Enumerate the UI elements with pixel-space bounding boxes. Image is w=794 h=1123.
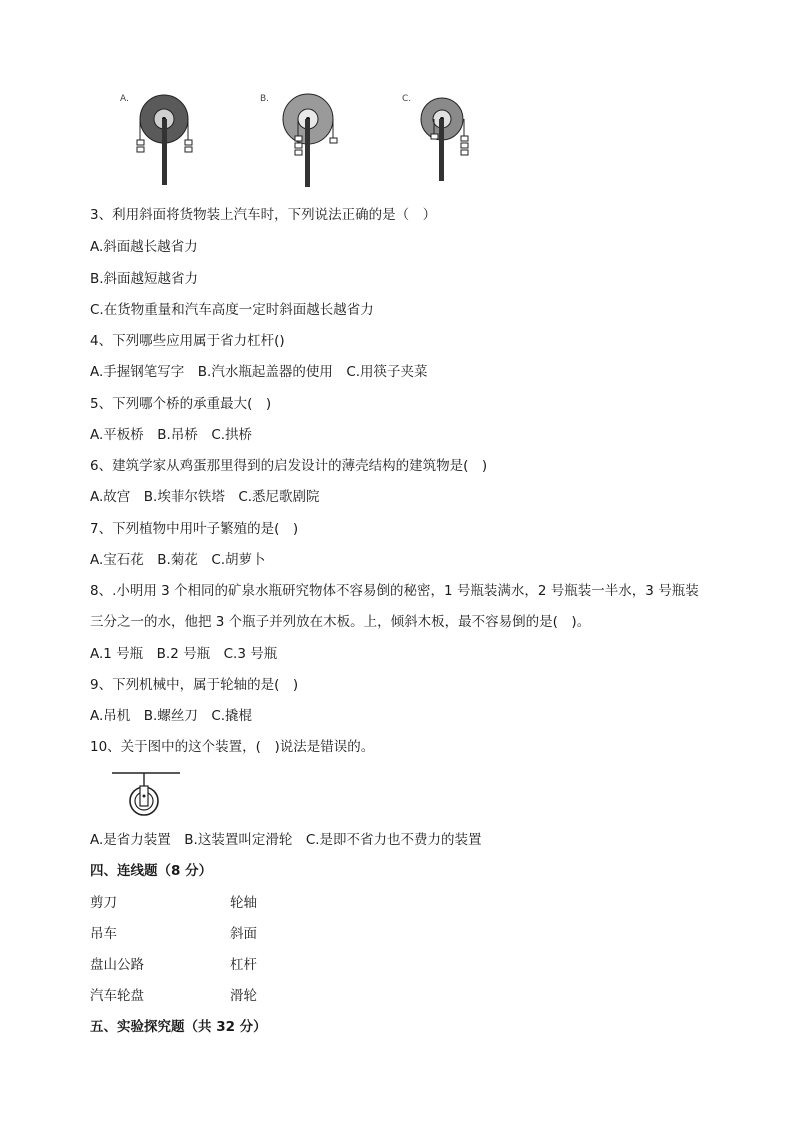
figure-label-a: A. <box>120 94 129 104</box>
matching-right-item-2: 斜面 <box>230 926 257 942</box>
wheel-axle-figure-a <box>118 92 208 192</box>
matching-right-item-3: 杠杆 <box>230 957 257 973</box>
question-6-options: A.故宫 B.埃菲尔铁塔 C.悉尼歌剧院 <box>90 489 320 505</box>
matching-right-item-1: 轮轴 <box>230 895 257 911</box>
matching-left-item-4: 汽车轮盘 <box>90 988 144 1004</box>
question-3-option-c: C.在货物重量和汽车高度一定时斜面越长越省力 <box>90 302 374 318</box>
question-3-option-a: A.斜面越长越省力 <box>90 239 198 255</box>
question-10-stem: 10、关于图中的这个装置，( )说法是错误的。 <box>90 739 375 755</box>
wheel-axle-figure-c <box>400 92 490 192</box>
question-4-stem: 4、下列哪些应用属于省力杠杆() <box>90 333 285 349</box>
question-6-stem: 6、建筑学家从鸡蛋那里得到的启发设计的薄壳结构的建筑物是( ) <box>90 458 488 474</box>
figure-label-b: B. <box>260 94 270 104</box>
question-7-stem: 7、下列植物中用叶子繁殖的是( ) <box>90 521 299 537</box>
question-8-options: A.1 号瓶 B.2 号瓶 C.3 号瓶 <box>90 646 278 662</box>
matching-left-item-3: 盘山公路 <box>90 957 144 973</box>
question-8-stem-line-1: 8、.小明用 3 个相同的矿泉水瓶研究物体不容易倒的秘密，1 号瓶装满水，2 号瓶装一半水，3 号瓶装 <box>90 583 699 599</box>
matching-left-item-1: 剪刀 <box>90 895 117 911</box>
question-9-options: A.吊机 B.螺丝刀 C.撬棍 <box>90 708 253 724</box>
question-8-stem-line-2: 三分之一的水，他把 3 个瓶子并列放在木板。上，倾斜木板，最不容易倒的是( )。 <box>90 614 591 630</box>
question-4-options: A.手握钢笔写字 B.汽水瓶起盖器的使用 C.用筷子夹菜 <box>90 364 428 380</box>
question-3-stem: 3、利用斜面将货物装上汽车时，下列说法正确的是（ ） <box>90 207 437 223</box>
wheel-axle-figure-b <box>258 92 348 192</box>
matching-left-item-2: 吊车 <box>90 926 117 942</box>
section-4-title: 四、连线题（8 分） <box>90 863 213 879</box>
figure-label-c: C. <box>402 94 412 104</box>
matching-right-item-4: 滑轮 <box>230 988 257 1004</box>
question-3-option-b: B.斜面越短越省力 <box>90 271 199 287</box>
question-5-stem: 5、下列哪个桥的承重最大( ) <box>90 396 272 412</box>
question-7-options: A.宝石花 B.菊花 C.胡萝卜 <box>90 552 266 568</box>
section-5-title: 五、实验探究题（共 32 分） <box>90 1019 267 1035</box>
question-10-options: A.是省力装置 B.这装置叫定滑轮 C.是即不省力也不费力的装置 <box>90 832 482 848</box>
fixed-pulley-figure <box>110 768 182 820</box>
question-5-options: A.平板桥 B.吊桥 C.拱桥 <box>90 427 253 443</box>
question-9-stem: 9、下列机械中，属于轮轴的是( ) <box>90 677 299 693</box>
